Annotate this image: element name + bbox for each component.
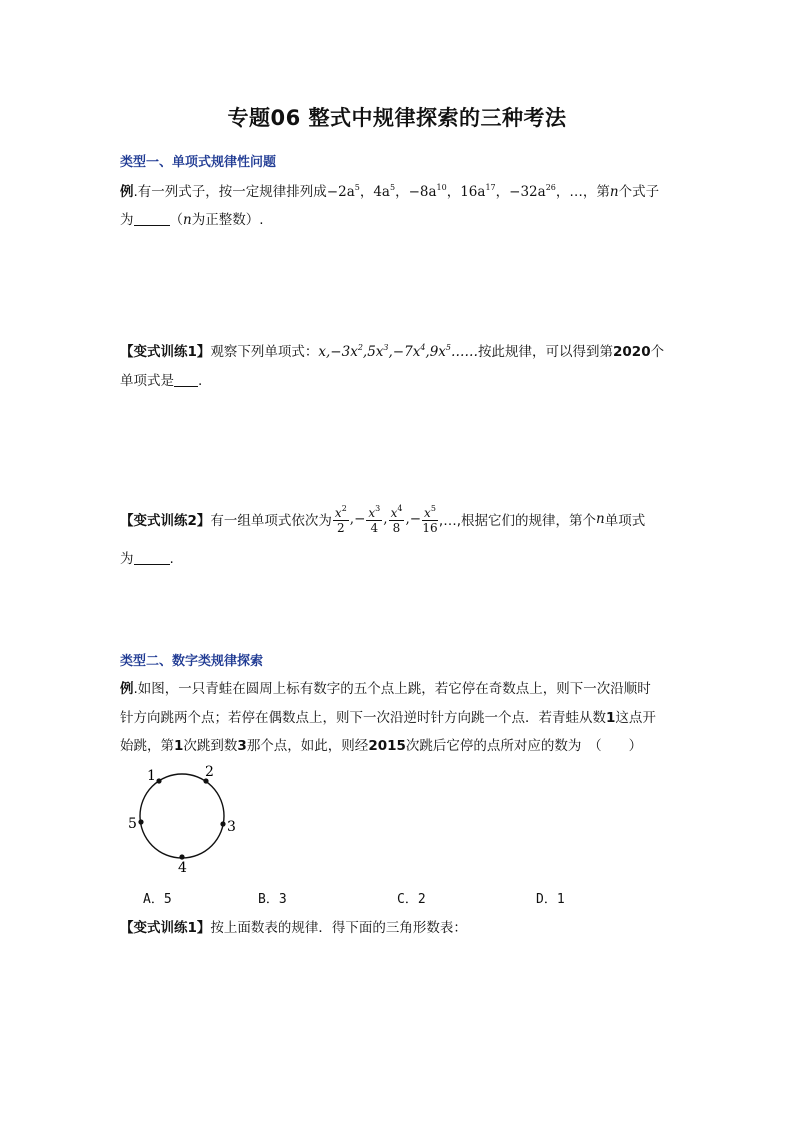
type1-variant1-line1: 【变式训练1】观察下列单项式：$x,-3x^2,5x^3,-7x^4,9x^5\dots\dots$按此规律，可以得到第2020个 [120,343,665,360]
example-label: 例 [120,681,134,697]
section-heading-type1: 类型一、单项式规律性问题 [120,155,277,170]
variant-label: 【变式训练2】 [120,512,211,529]
fraction-3: $\frac{x^4}{8}$ [390,504,403,535]
type1-variant2-line2: 为 . [120,551,174,567]
label-5: 5 [128,816,137,832]
page-title: 专题06 整式中规律探索的三种考法 [227,106,567,130]
fraction-2: $\frac{x^3}{4}$ [368,504,381,535]
label-2: 2 [205,764,214,780]
type1-example-line2: 为 （n为正整数）. [120,212,264,228]
option-c[interactable]: C．2 [397,892,426,907]
type2-example-line1: 例.如图，一只青蛙在圆周上标有数字的五个点上跳，若它停在奇数点上，则下一次沿顺时 [120,681,651,697]
type1-variant2-line1: 【变式训练2】 有一组单项式依次为 $\frac{x^2}{2}$ , − $\frac{x^3}{4}$ , $\frac{x^4}{8}$ , − $\frac{x^5}{16}$ ,…,根据它们的规律，第个 n 单项式 [120,504,646,535]
answer-blank [134,551,170,565]
answer-blank [134,212,170,226]
point-3 [220,821,225,826]
variant-label: 【变式训练1】 [120,344,211,360]
point-1 [156,778,161,783]
point-5 [138,819,143,824]
option-b[interactable]: B．3 [258,892,287,907]
section-heading-type2: 类型二、数字类规律探索 [120,654,264,669]
type1-example-line1: 例.有一列式子，按一定规律排列成$-2a^5$，$4a^5$，$-8a^{10}$，$16a^{17}$，$-32a^{26}$，…，第n个式子 [120,183,660,200]
type2-variant1-line: 【变式训练1】按上面数表的规律．得下面的三角形数表： [120,920,467,936]
fraction-1: $\frac{x^2}{2}$ [334,504,347,535]
option-d[interactable]: D．1 [536,892,565,907]
fraction-4: $\frac{x^5}{16}$ [422,504,438,535]
frog-circle-figure [120,762,260,872]
circle-path [140,774,224,858]
example-label: 例 [120,184,134,200]
variant-label: 【变式训练1】 [120,920,211,936]
option-a[interactable]: A．5 [143,892,172,907]
answer-blank [174,373,198,387]
type2-example-line3: 始跳，第1次跳到数3那个点，如此，则经2015次跳后它停的点所对应的数为 （ ） [120,738,643,754]
point-4 [179,854,184,859]
monomial-series: $x,-3x^2,5x^3,-7x^4,9x^5\dots\dots$ [318,343,479,360]
type1-variant1-line2: 单项式是 . [120,373,203,389]
label-4: 4 [178,860,187,872]
type2-example-line2: 针方向跳两个点；若停在偶数点上，则下一次沿逆时针方向跳一个点．若青蛙从数1这点开 [120,710,656,726]
label-3: 3 [227,819,236,835]
label-1: 1 [147,768,156,784]
sequence-terms: $-2a^5$，$4a^5$，$-8a^{10}$，$16a^{17}$，$-32a^{26}$ [326,183,556,200]
